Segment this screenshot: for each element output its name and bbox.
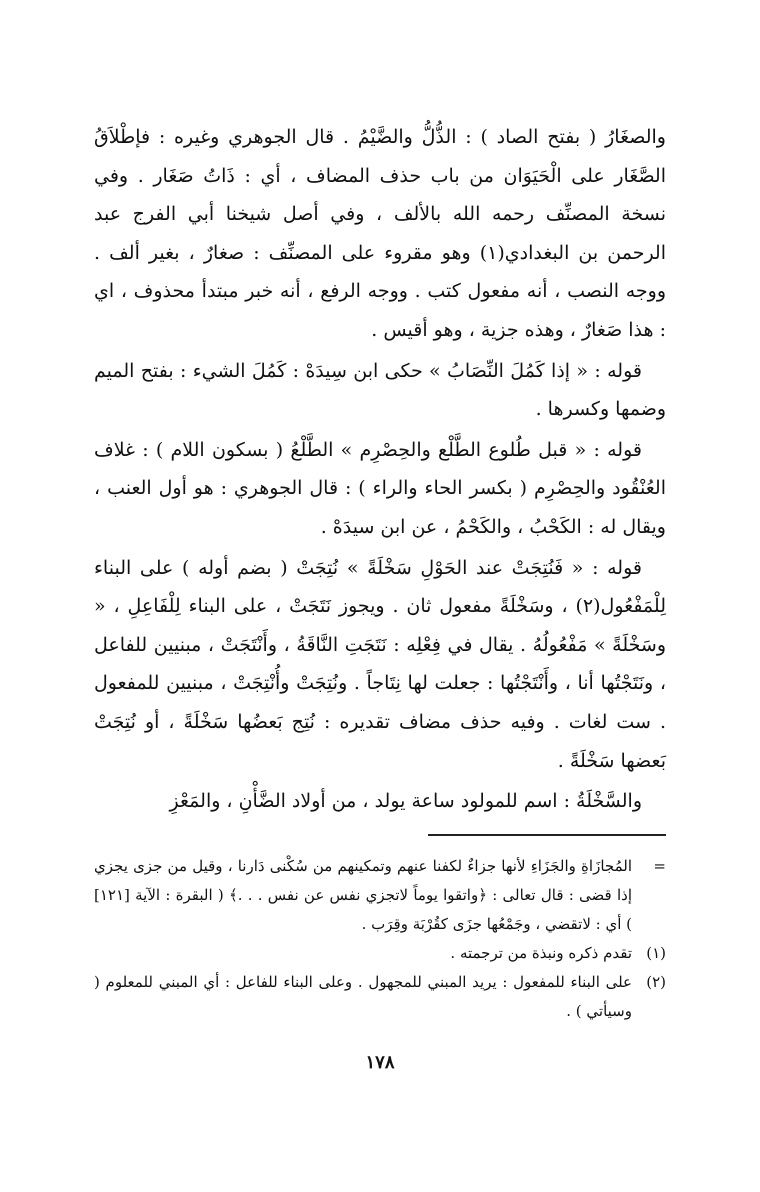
paragraph-nisab: قوله : « إذا كَمُلَ النِّصَابُ » حكى ابن سِيدَهْ : كَمُلَ الشيء : بفتح الميم وضمها وكسرها . bbox=[94, 359, 666, 421]
footnote-continued bbox=[94, 852, 666, 939]
footnote-text: المُجازَاةِ والجَزَاءِ لأنها جزاءٌ لكفنا عنهم وتمكينهم من سُكْنى دَارنا ، وقيل من جزى يجزي إذا قضى : قال تعالى : ﴿واتقوا يوماً لاتجزي نفس عن نفس . . .﴾ ( البقرة : الآية [١٢١] ) أي : لاتقضي ، وجَمْعُها جزَى كقُرْبَة وقِرَب . bbox=[94, 857, 632, 933]
page-number: ١٧٨ bbox=[365, 1052, 395, 1073]
footnote-text: تقدم ذكره ونبذة من ترجمته . bbox=[450, 944, 632, 962]
footnote-marker: (٢) bbox=[646, 973, 666, 991]
paragraph-sighar: والصغَارُ ( بفتح الصاد ) : الذُّلُّ والضَّيْمُ . قال الجوهري وغيره : فإطْلاَقُ الصَّغَار على الْحَيَوَان من باب حذف المضاف ، أي : ذَاتُ صَغَار . وفي نسخة المصنِّف رحمه الله بالألف ، وفي أصل شيخنا أبي الفرج عبد الرحمن بن البغدادي(١) وهو مقروء على المصنِّف : صغارٌ ، بغير ألف . ووجه النصب ، أنه مفعول كتب . ووجه الرفع ، أنه خبر مبتدأ محذوف ، اي : هذا صَغارٌ ، وهذه جزية ، وهو أقيس . bbox=[94, 126, 666, 341]
footnote-divider bbox=[428, 834, 666, 836]
footnote-marker: (١) bbox=[646, 944, 666, 962]
paragraph-sakhla: والسَّخْلَةُ : اسم للمولود ساعة يولد ، من أولاد الضَّأْنِ ، والمَعْزِ bbox=[169, 790, 642, 813]
paragraph-nutijat: قوله : « فَنُتِجَتْ عند الحَوْلِ سَخْلَةً » نُتِجَتْ ( بضم أوله ) على البناء لِلْمَفْعُول(٢) ، وسَخْلَةً مفعول ثان . ويجوز نَتَجَتْ ، على البناء لِلْفَاعِلِ ، « وسَخْلَةً » مَفْعُولُهُ . يقال في فِعْلِه : نَتَجَتِ النَّاقَةُ ، وأَنْتَجَتْ ، مبنيين للفاعل ، ونَتَجْتُها أنا ، وأَنْتَجْتُها : جعلت لها نِتَاجاً . ونُتِجَتْ وأُنْتِجَتْ ، مبنيين للمفعول . ست لغات . وفيه حذف مضاف تقديره : نُتِج بَعضُها سَخْلَةً ، أو نُتِجَتْ بَعضها سَخْلَةً . bbox=[94, 556, 666, 772]
paragraph-tal: قوله : « قبل طُلوع الطَّلْع والحِصْرِم » الطَّلْعُ ( بسكون اللام ) : غلاف العُنْقُود والحِصْرِم ( بكسر الحاء والراء ) : قال الجوهري : هو أول العنب ، ويقال له : الكَحْبُ ، والكَحْمُ ، عن ابن سيدَهْ . bbox=[94, 438, 666, 538]
main-text bbox=[94, 118, 666, 823]
footnotes bbox=[94, 852, 666, 1026]
footnote-2 bbox=[94, 968, 666, 1026]
footnote-text: على البناء للمفعول : يريد المبني للمجهول . وعلى البناء للفاعل : أي المبني للمعلوم ( وسيأتي ) . bbox=[94, 973, 632, 1020]
footnote-1 bbox=[94, 939, 666, 968]
footnote-marker: = bbox=[653, 857, 666, 875]
